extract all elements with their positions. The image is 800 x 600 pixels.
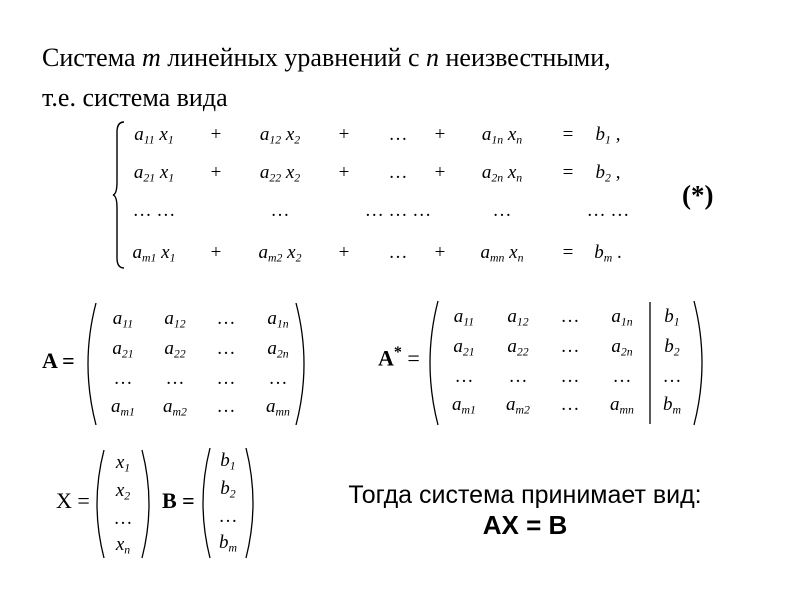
- matrix-cell: $a_{22}$: [507, 336, 529, 359]
- matrix-cell: $a_{12}$: [164, 308, 186, 331]
- equation-term: …: [388, 242, 408, 263]
- matrix-cell: $a_{2n}$: [611, 336, 633, 359]
- equation-term: $a_{m1}$ $x_1$: [132, 242, 176, 265]
- matrix-cell: $a_{21}$: [453, 336, 475, 359]
- matrix-cell: …: [216, 396, 236, 417]
- equation-term: +: [338, 162, 350, 183]
- matrix-cell: …: [216, 368, 236, 389]
- matrix-a-augmented-parentheses-icon: [376, 298, 706, 428]
- matrix-cell: $b_1$: [664, 306, 680, 329]
- equation-term: …: [492, 200, 512, 221]
- equation-term: …: [388, 162, 408, 183]
- matrix-cell: $a_{1n}$: [267, 308, 289, 331]
- equation-term: $a_{1n}$ $x_n$: [481, 124, 523, 147]
- matrix-cell: …: [216, 308, 236, 329]
- matrix-cell: $a_{mn}$: [610, 394, 634, 417]
- equation-term: +: [434, 124, 446, 145]
- matrix-cell: $a_{21}$: [112, 338, 134, 361]
- equation-term: +: [338, 242, 350, 263]
- matrix-a-augmented-label: A* =: [378, 344, 420, 371]
- matrix-cell: $x_n$: [115, 534, 131, 557]
- matrix-cell: $a_{1n}$: [611, 306, 633, 329]
- matrix-cell: $b_2$: [220, 478, 236, 501]
- equation-term: … …: [586, 200, 630, 221]
- equation-term: $a_{11}$ $x_1$: [134, 124, 174, 147]
- matrix-cell: …: [268, 368, 288, 389]
- matrix-cell: $b_2$: [664, 336, 680, 359]
- matrix-cell: …: [454, 366, 474, 387]
- matrix-cell: $b_m$: [663, 394, 681, 417]
- vector-b-parentheses-icon: [162, 446, 262, 560]
- matrix-cell: $x_1$: [115, 452, 131, 475]
- equation-term: …: [270, 200, 290, 221]
- vector-x-parentheses-icon: [56, 448, 156, 560]
- equation-term: … … …: [364, 200, 432, 221]
- equation-term: +: [210, 124, 222, 145]
- matrix-cell: $a_{11}$: [112, 308, 134, 331]
- matrix-cell: …: [165, 368, 185, 389]
- matrix-cell: …: [560, 366, 580, 387]
- matrix-cell: …: [612, 366, 632, 387]
- matrix-cell: $x_2$: [115, 480, 131, 503]
- matrix-cell: …: [662, 366, 682, 387]
- equation-term: $b_m$ .: [594, 242, 622, 265]
- vector-b: [162, 446, 262, 560]
- matrix-cell: $b_m$: [219, 532, 237, 555]
- left-brace-icon: [112, 120, 126, 270]
- equation-system: [112, 120, 652, 270]
- vector-x-label: X =: [56, 488, 90, 513]
- system-marker: (*): [682, 180, 714, 210]
- equation-term: $a_{22}$ $x_2$: [259, 162, 301, 185]
- matrix-cell: …: [113, 368, 133, 389]
- matrix-cell: …: [560, 306, 580, 327]
- equation-term: +: [434, 242, 446, 263]
- equation-term: $a_{m2}$ $x_2$: [258, 242, 302, 265]
- matrix-cell: $a_{m2}$: [163, 396, 187, 419]
- equation-term: … …: [132, 200, 176, 221]
- equation-term: $a_{21}$ $x_1$: [133, 162, 175, 185]
- equation-term: =: [562, 124, 574, 145]
- matrix-cell: $a_{m1}$: [111, 396, 135, 419]
- conclusion-equation: AX = B: [482, 510, 568, 540]
- matrix-a-label: A =: [42, 348, 75, 373]
- matrix-cell: …: [218, 506, 238, 527]
- matrix-cell: …: [508, 366, 528, 387]
- matrix-cell: $a_{mn}$: [266, 396, 290, 419]
- matrix-cell: $a_{2n}$: [267, 338, 289, 361]
- equation-term: =: [562, 162, 574, 183]
- equation-term: $a_{2n}$ $x_n$: [481, 162, 523, 185]
- equation-term: $a_{12}$ $x_2$: [259, 124, 301, 147]
- matrix-cell: $a_{m1}$: [452, 394, 476, 417]
- equation-term: $a_{mn}$ $x_n$: [480, 242, 524, 265]
- matrix-cell: $a_{11}$: [453, 306, 475, 329]
- conclusion-text: Тогда система принимает вид:: [348, 481, 702, 509]
- equation-term: +: [338, 124, 350, 145]
- vector-x: [56, 448, 156, 560]
- matrix-cell: …: [560, 394, 580, 415]
- equation-term: +: [434, 162, 446, 183]
- intro-line-2: т.е. система вида: [42, 83, 228, 112]
- matrix-cell: $b_1$: [220, 450, 236, 473]
- equation-term: +: [210, 242, 222, 263]
- matrix-a-augmented: [376, 298, 706, 428]
- equation-term: $b_1$ ,: [595, 124, 621, 147]
- equation-term: +: [210, 162, 222, 183]
- matrix-a: [40, 300, 320, 428]
- equation-term: $b_2$ ,: [595, 162, 621, 185]
- intro-text: [42, 38, 611, 118]
- matrix-cell: $a_{12}$: [507, 306, 529, 329]
- matrix-cell: $a_{m2}$: [506, 394, 530, 417]
- vector-b-label: B =: [162, 488, 195, 513]
- matrix-cell: $a_{22}$: [164, 338, 186, 361]
- equation-term: =: [562, 242, 574, 263]
- equation-term: …: [388, 124, 408, 145]
- intro-line-1: Система m линейных уравнений с n неизвестными,: [42, 43, 611, 72]
- matrix-cell: …: [216, 338, 236, 359]
- matrix-cell: …: [113, 508, 133, 529]
- matrix-cell: …: [560, 336, 580, 357]
